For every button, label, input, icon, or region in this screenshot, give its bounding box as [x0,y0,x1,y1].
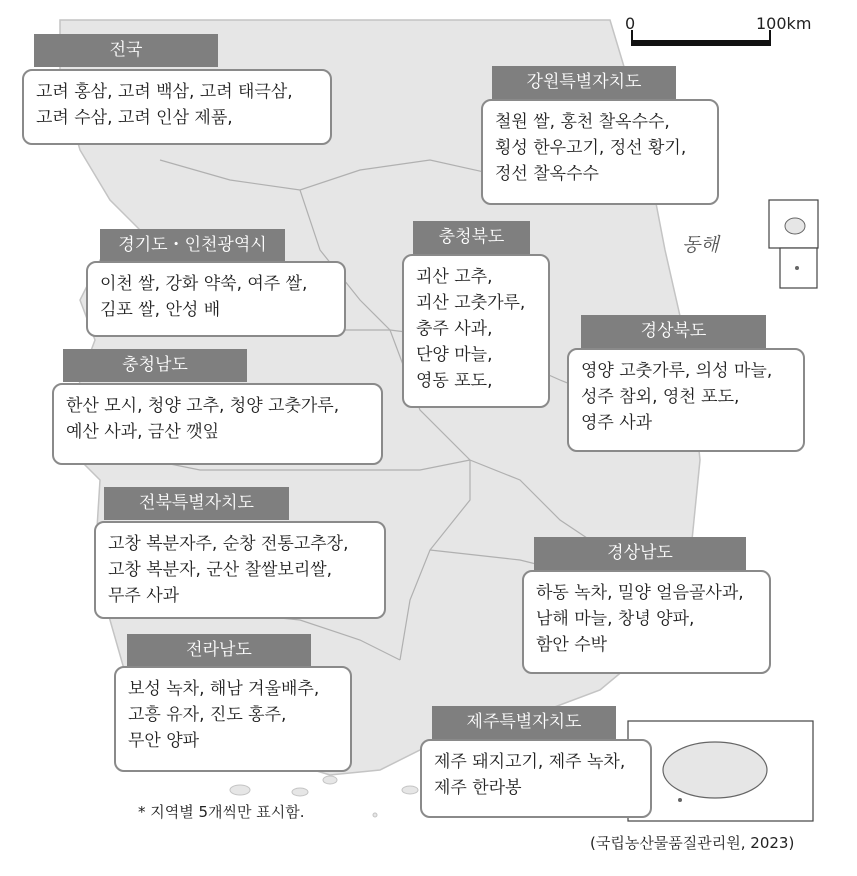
source-citation: (국립농산물품질관리원, 2023) [590,834,795,852]
region-tag-jeju: 제주특별자치도 [432,706,616,739]
region-line: 철원 쌀, 홍천 찰옥수수, [495,112,670,132]
jeju-island [663,742,767,798]
region-line: 성주 참외, 영천 포도, [581,387,740,407]
region-line: 정선 찰옥수수 [495,164,599,184]
region-line: 고흥 유자, 진도 홍주, [128,705,287,725]
region-box-gyeongnam [522,570,771,674]
region-tag-jeonbuk: 전북특별자치도 [104,487,289,520]
scale-bar [632,30,770,46]
region-line: 고려 수삼, 고려 인삼 제품, [36,108,233,128]
region-line: 고려 홍삼, 고려 백삼, 고려 태극삼, [36,82,293,102]
region-line: 무주 사과 [108,586,180,606]
scale-zero-label: 0 [625,14,636,33]
region-box-nationwide [22,69,332,145]
region-line: 영동 포도, [416,371,493,391]
region-box-jeonbuk [94,521,386,619]
region-box-gangwon [481,99,719,205]
region-line: 제주 한라봉 [434,778,522,798]
region-line: 예산 사과, 금산 깻잎 [66,422,219,442]
scale-max-label: 100km [756,14,812,33]
region-line: 괴산 고춧가루, [416,293,526,313]
region-line: 고창 복분자, 군산 찰쌀보리쌀, [108,560,333,580]
region-line: 영양 고춧가루, 의성 마늘, [581,361,773,381]
region-box-gyeonggi [86,261,346,337]
region-line: 하동 녹차, 밀양 얼음골사과, [536,583,744,603]
region-line: 남해 마늘, 창녕 양파, [536,609,695,629]
region-tag-chungnam: 충청남도 [63,349,247,382]
region-tag-chungbuk: 충청북도 [413,221,530,254]
region-line: 김포 쌀, 안성 배 [100,300,221,320]
region-line: 단양 마늘, [416,345,493,365]
region-line: 충주 사과, [416,319,493,339]
region-line: 괴산 고추, [416,267,493,287]
region-tag-gyeonggi: 경기도・인천광역시 [100,229,285,262]
region-box-gyeongbuk [567,348,805,452]
region-line: 보성 녹차, 해남 겨울배추, [128,679,320,699]
region-tag-jeonnam: 전라남도 [127,634,311,667]
region-tag-nationwide: 전국 [34,34,218,67]
region-tag-gyeongnam: 경상남도 [534,537,746,570]
footnote: * 지역별 5개씩만 표시함. [138,803,305,821]
region-box-jeonnam [114,666,352,772]
region-line: 함안 수박 [536,635,608,655]
region-line: 고창 복분자주, 순창 전통고추장, [108,534,349,554]
region-box-chungbuk [402,254,550,408]
region-line: 한산 모시, 청양 고추, 청양 고춧가루, [66,396,340,416]
region-line: 이천 쌀, 강화 약쑥, 여주 쌀, [100,274,308,294]
region-tag-gangwon: 강원특별자치도 [492,66,676,99]
region-line: 무안 양파 [128,731,200,751]
region-line: 영주 사과 [581,413,653,433]
region-line: 횡성 한우고기, 정선 황기, [495,138,687,158]
region-line: 제주 돼지고기, 제주 녹차, [434,752,626,772]
region-box-jeju [420,739,652,818]
region-box-chungnam [52,383,383,465]
region-tag-gyeongbuk: 경상북도 [581,315,766,348]
east-sea-label: 동해 [682,234,719,256]
